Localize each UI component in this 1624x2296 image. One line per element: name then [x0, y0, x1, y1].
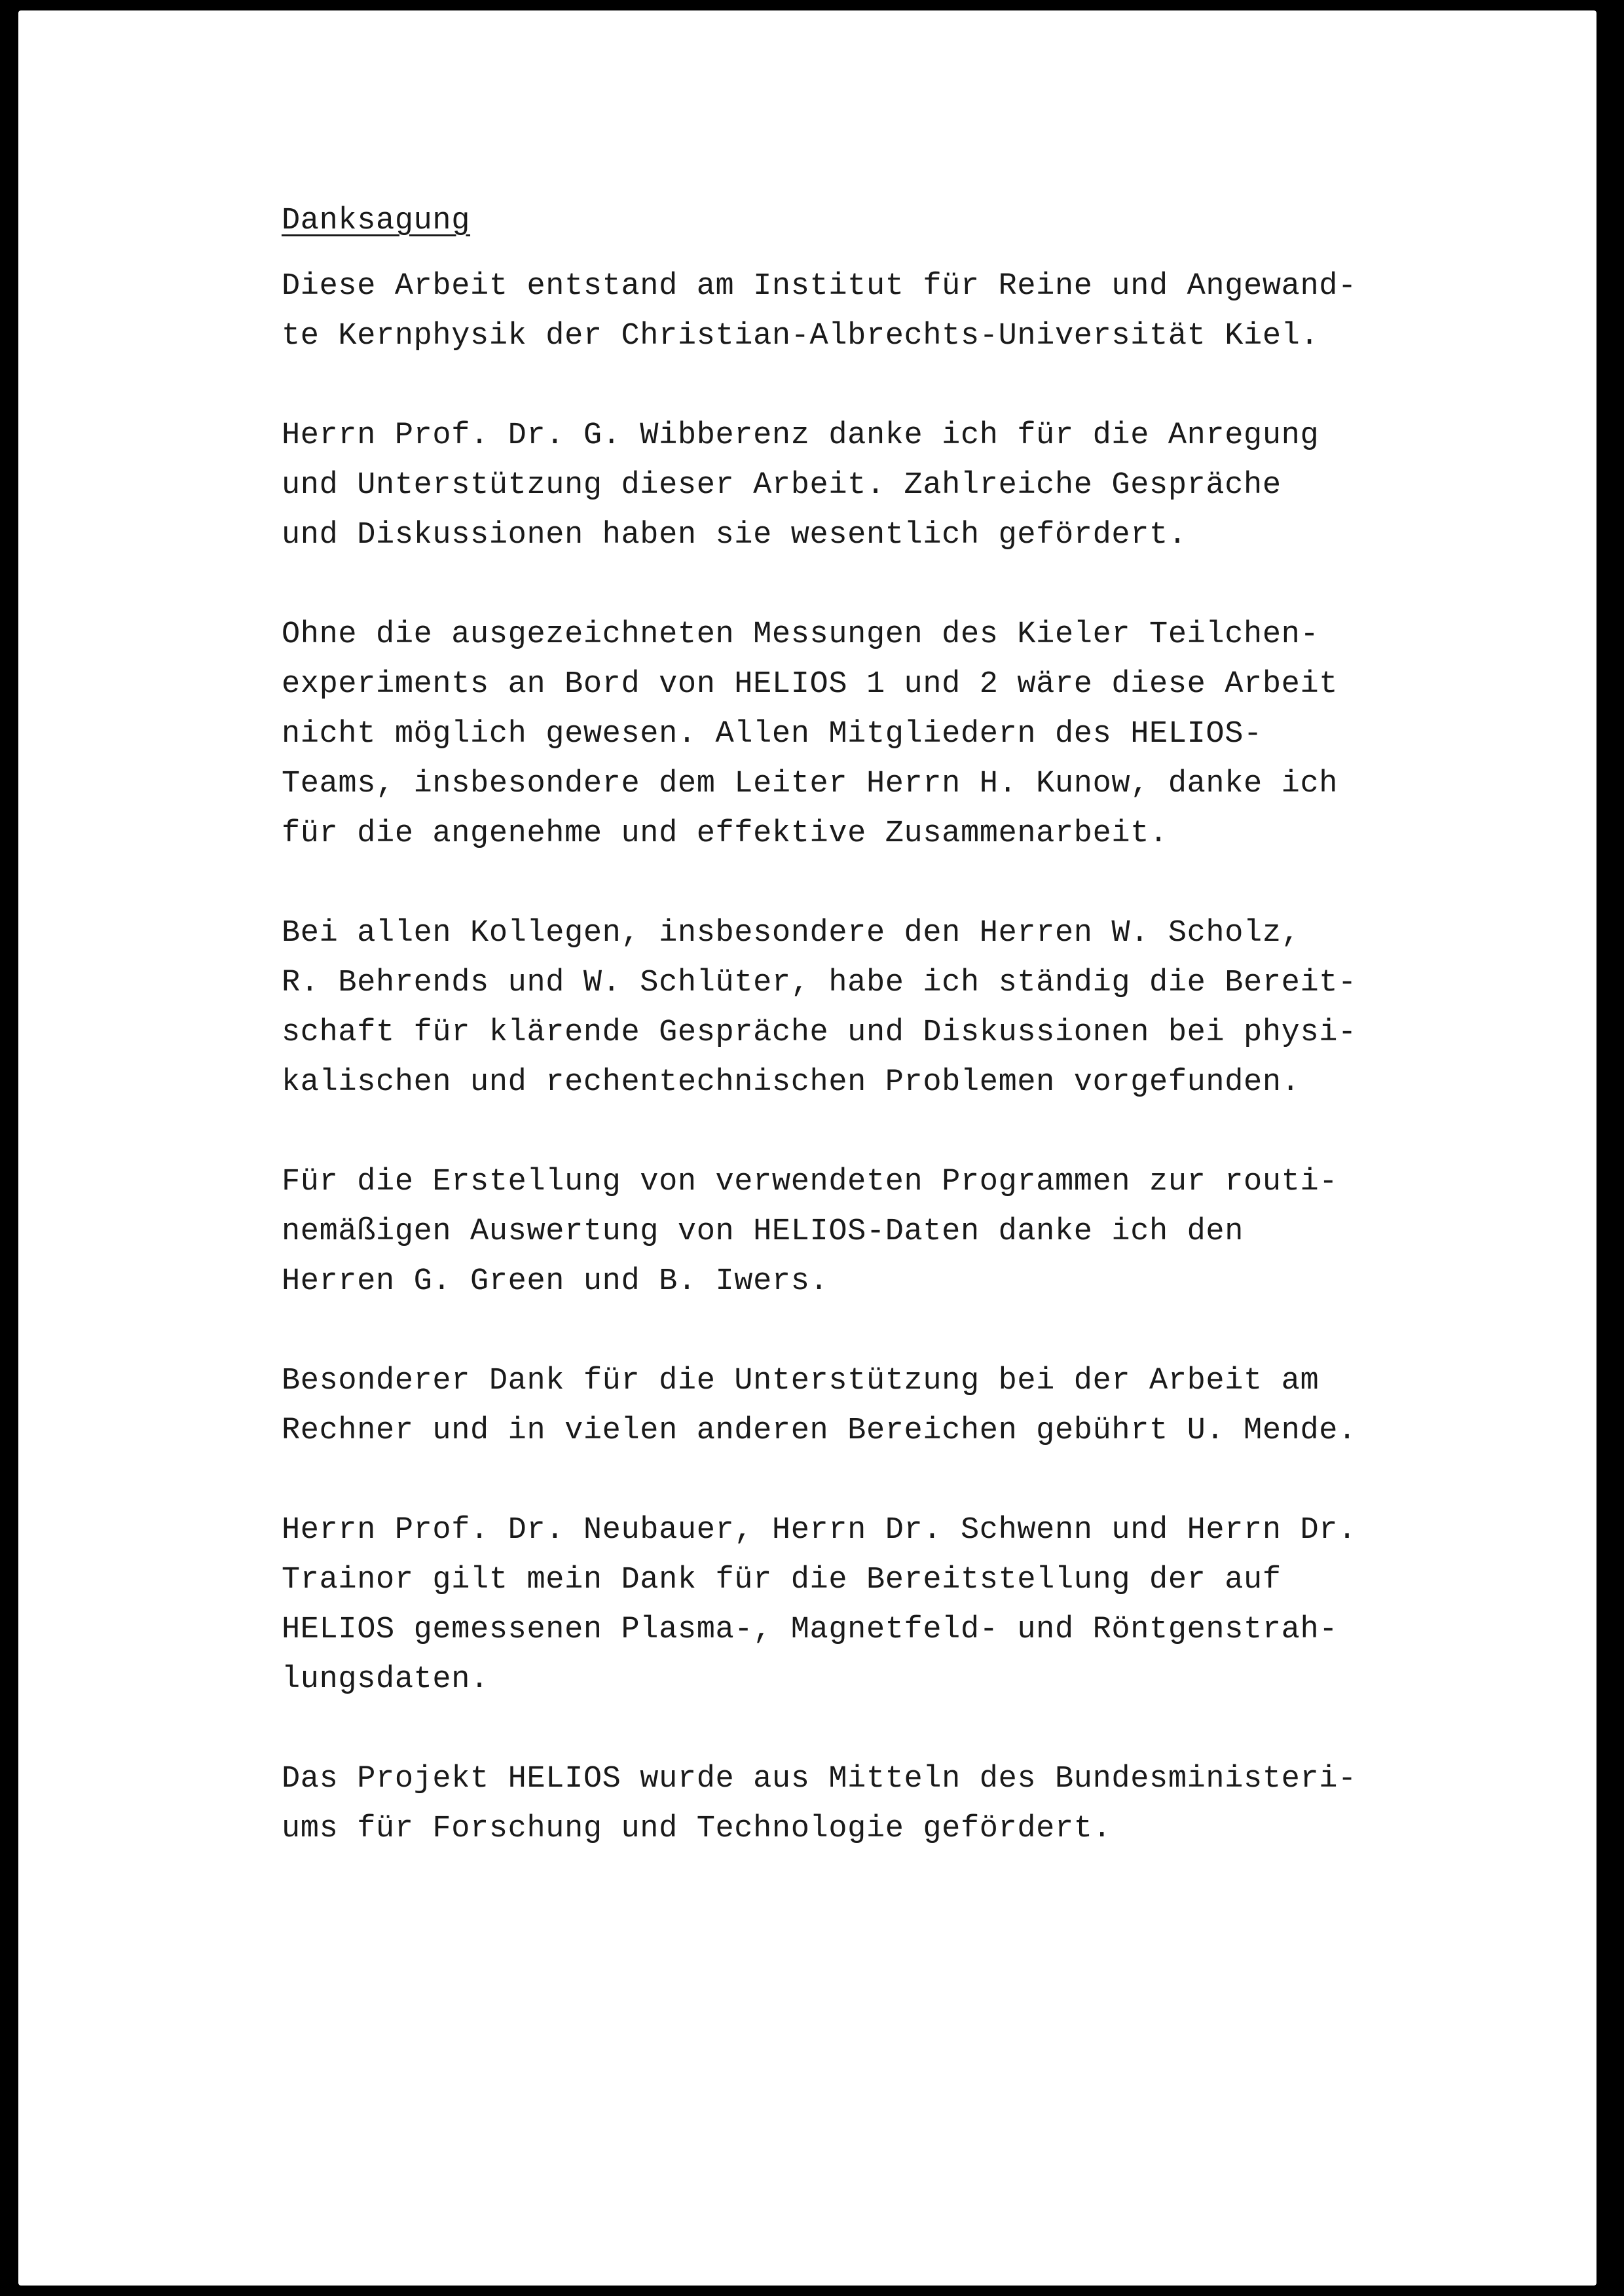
paragraph-line: Für die Erstellung von verwendeten Programmen zur routi- [282, 1165, 1338, 1199]
paragraph-line: Ohne die ausgezeichneten Messungen des Kieler Teilchen- [282, 617, 1320, 652]
paragraph-line: kalischen und rechentechnischen Problemen vorgefunden. [282, 1065, 1301, 1100]
paragraph-line: und Diskussionen haben sie wesentlich gefördert. [282, 518, 1187, 553]
paragraph-institute [282, 262, 1408, 361]
document-page [18, 10, 1596, 2286]
paragraph-line: nemäßigen Auswertung von HELIOS-Daten danke ich den [282, 1214, 1244, 1249]
paragraph-line: ums für Forschung und Technologie gefördert. [282, 1812, 1112, 1846]
paragraph-programs [282, 1157, 1408, 1307]
paragraph-line: Herren G. Green und B. Iwers. [282, 1264, 829, 1299]
paragraph-line: te Kernphysik der Christian-Albrechts-Universität Kiel. [282, 319, 1320, 354]
paragraph-data-provision [282, 1506, 1408, 1705]
paragraph-line: R. Behrends und W. Schlüter, habe ich ständig die Bereit- [282, 966, 1357, 1000]
paragraph-line: Trainor gilt mein Dank für die Bereitstellung der auf [282, 1563, 1282, 1597]
paragraph-line: schaft für klärende Gespräche und Diskussionen bei physi- [282, 1015, 1357, 1050]
paragraph-line: experiments an Bord von HELIOS 1 und 2 wäre diese Arbeit [282, 667, 1338, 702]
paragraph-line: und Unterstützung dieser Arbeit. Zahlreiche Gespräche [282, 468, 1282, 503]
paragraph-line: Herrn Prof. Dr. Neubauer, Herrn Dr. Schwenn und Herrn Dr. [282, 1513, 1357, 1548]
paragraph-line: Teams, insbesondere dem Leiter Herrn H. Kunow, danke ich [282, 767, 1338, 801]
paragraph-colleagues [282, 909, 1408, 1108]
paragraph-line: Besonderer Dank für die Unterstützung bei der Arbeit am [282, 1364, 1320, 1398]
paragraph-line: Rechner und in vielen anderen Bereichen gebührt U. Mende. [282, 1413, 1357, 1448]
paragraph-line: Diese Arbeit entstand am Institut für Reine und Angewand- [282, 269, 1357, 304]
paragraph-line: Bei allen Kollegen, insbesondere den Herren W. Scholz, [282, 916, 1301, 951]
paragraph-computing-support [282, 1357, 1408, 1456]
paragraph-line: für die angenehme und effektive Zusammenarbeit. [282, 816, 1168, 851]
paragraph-line: Herrn Prof. Dr. G. Wibberenz danke ich für die Anregung [282, 418, 1320, 453]
paragraph-helios-team [282, 610, 1408, 859]
paragraph-line: nicht möglich gewesen. Allen Mitgliedern des HELIOS- [282, 717, 1263, 752]
paragraph-line: HELIOS gemessenen Plasma-, Magnetfeld- und Röntgenstrah- [282, 1613, 1338, 1647]
paragraph-funding [282, 1755, 1408, 1854]
paragraph-supervisor [282, 411, 1408, 560]
paragraph-line: lungsdaten. [282, 1662, 489, 1697]
page-title: Danksagung [282, 204, 471, 238]
paragraph-line: Das Projekt HELIOS wurde aus Mitteln des Bundesministeri- [282, 1762, 1357, 1796]
document-body [282, 196, 1408, 1904]
